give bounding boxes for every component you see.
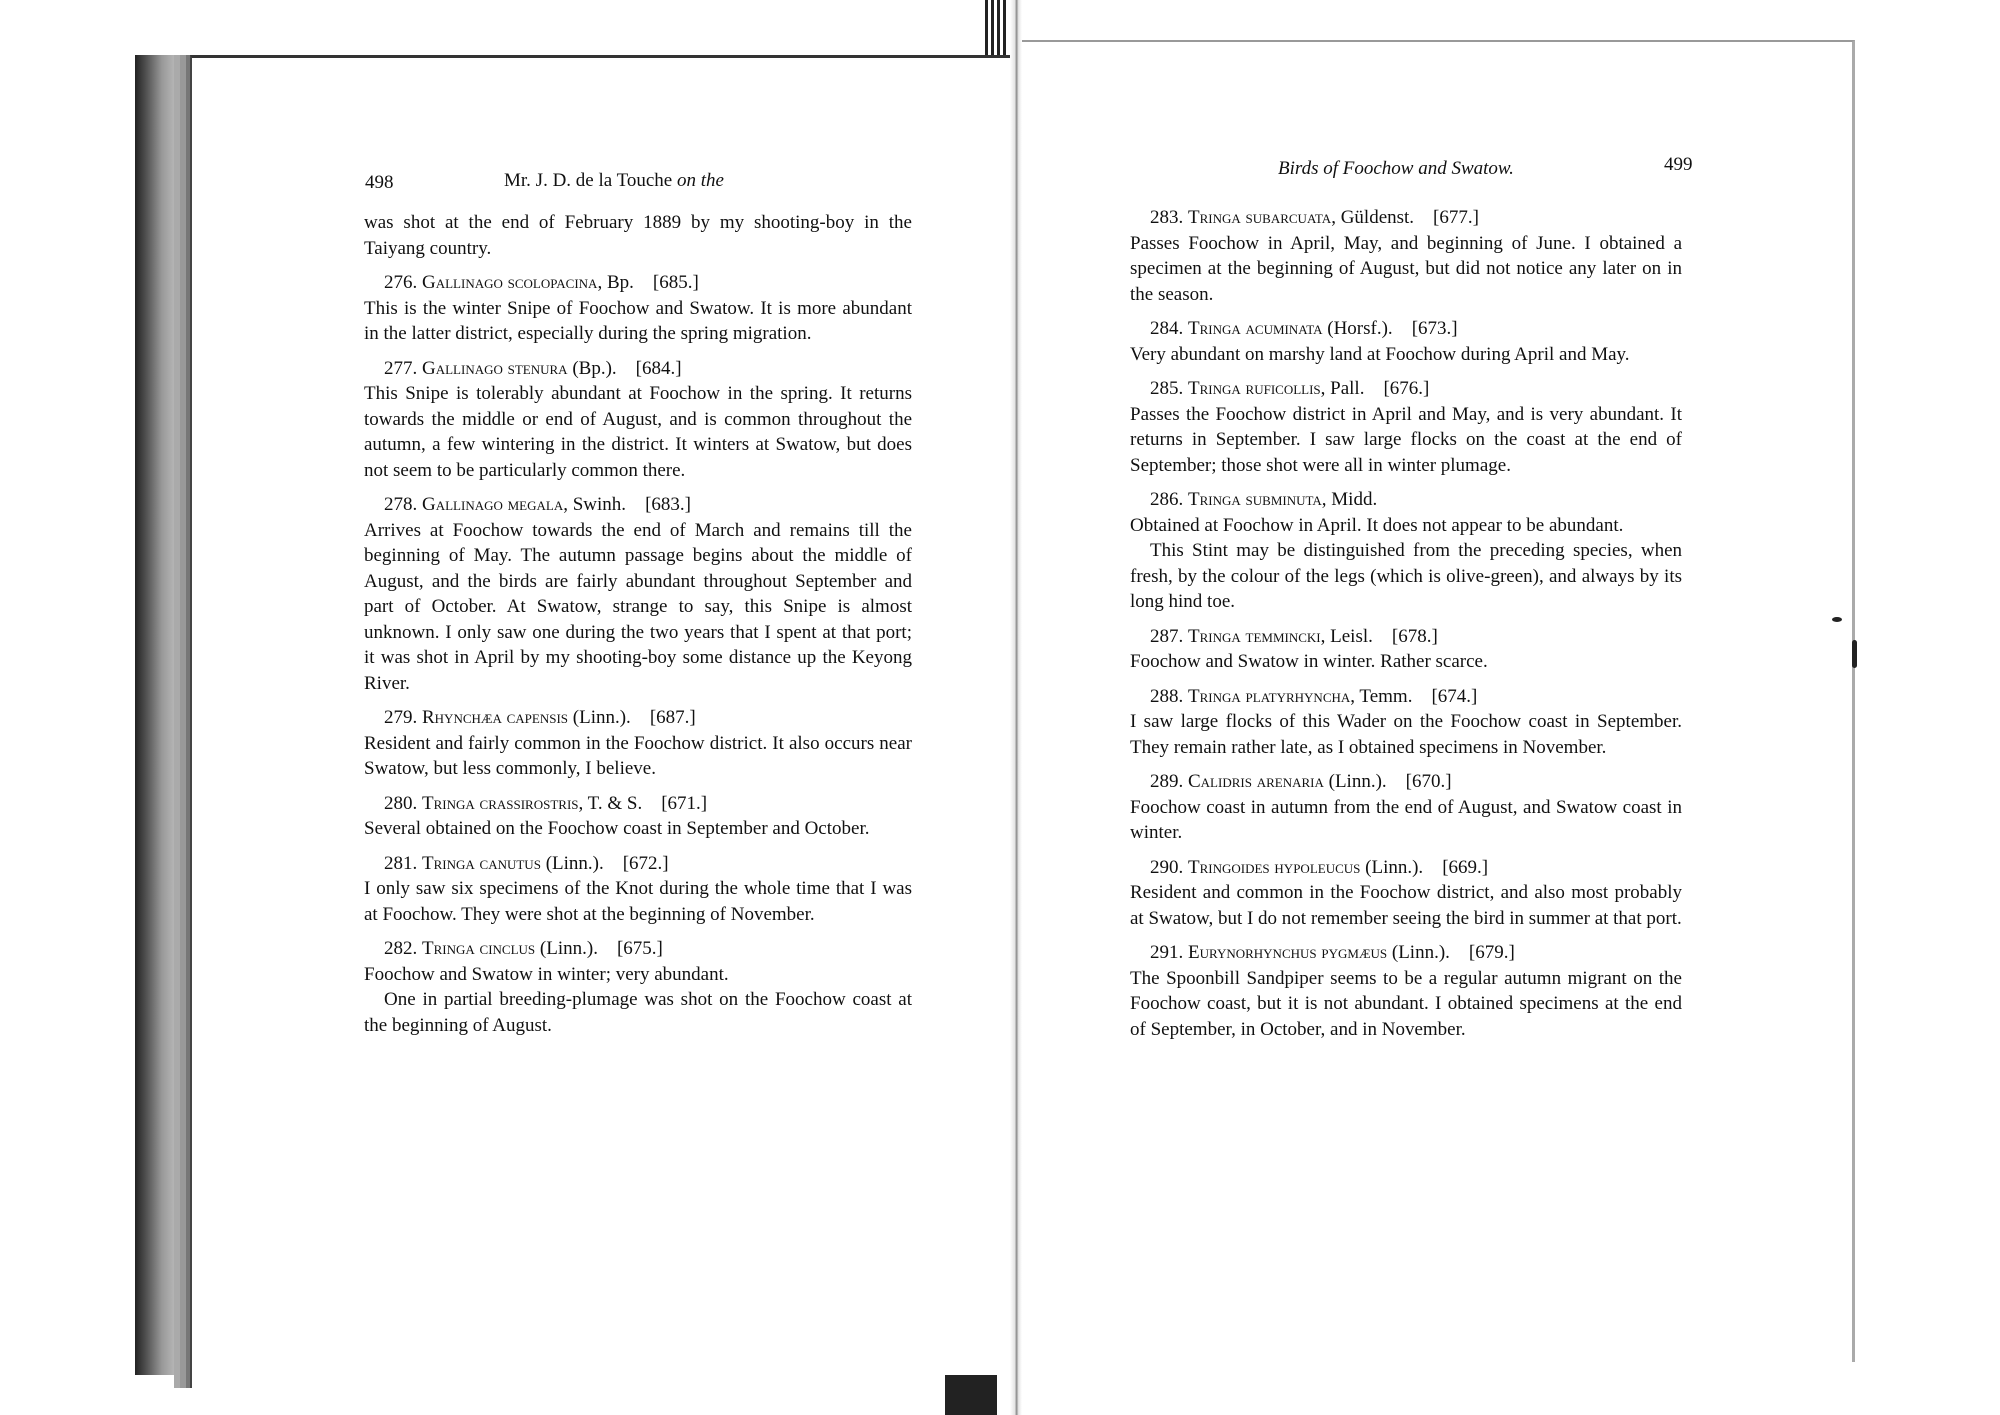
species-name: subminuta	[1245, 489, 1322, 510]
entry-number: 276.	[384, 272, 418, 293]
genus-name: Tringa	[1188, 625, 1241, 647]
entry-heading	[364, 705, 912, 731]
genus-name: Gallinago	[422, 494, 503, 515]
reference-number: [669.]	[1442, 856, 1489, 878]
entry-number: 283.	[1150, 207, 1184, 228]
entry-heading	[1130, 855, 1682, 881]
reference-number: [672.]	[622, 852, 669, 874]
authority: (Linn.).	[1387, 942, 1450, 963]
entry-heading	[364, 270, 912, 296]
entry-heading	[1130, 684, 1682, 710]
authority: (Bp.).	[567, 357, 617, 379]
authority: , Midd.	[1321, 489, 1378, 510]
genus-name: Gallinago	[422, 272, 503, 293]
species-name: arenaria	[1256, 771, 1324, 792]
entry-text: Resident and fairly common in the Foochow district. It also occurs near Swatow, but less commonly, I believe.	[364, 732, 912, 779]
species-name: acuminata	[1245, 318, 1323, 339]
entry-text: Foochow and Swatow in winter. Rather scarce.	[1130, 651, 1488, 672]
species-name: platyrhyncha	[1245, 685, 1351, 707]
right-page	[1022, 40, 1855, 1362]
genus-name: Tringa	[422, 852, 475, 874]
authority: , Leisl.	[1320, 625, 1373, 647]
entry-text: Resident and common in the Foochow district, and also most probably at Swatow, but I do not remember seeing the bird in summer at that port.	[1130, 882, 1682, 929]
entry-text: This Stint may be distinguished from the preceding species, when fresh, by the colour of the legs (which is olive-green), and always by its long hind toe.	[1130, 540, 1682, 612]
reference-number: [670.]	[1405, 771, 1452, 792]
entry-heading	[364, 356, 912, 382]
running-head-author: Mr. J. D. de la Touche	[504, 170, 673, 191]
entry-number: 291.	[1150, 942, 1184, 963]
authority: (Horsf.).	[1322, 318, 1393, 339]
running-head-on-the: on the	[677, 170, 724, 191]
book-gutter	[1010, 0, 1022, 1415]
entry-text: Very abundant on marshy land at Foochow during April and May.	[1130, 343, 1630, 365]
entry-number: 289.	[1150, 771, 1184, 792]
reference-number: [676.]	[1383, 378, 1430, 399]
genus-name: Tringa	[422, 938, 475, 959]
reference-number: [677.]	[1433, 207, 1479, 228]
entry-text: Passes the Foochow district in April and May, and is very abundant. It returns in September. I saw large flocks on the coast at the end of September; those shot were all in winter plumage.	[1130, 403, 1682, 476]
entry-number: 282.	[384, 938, 418, 959]
entry-text: One in partial breeding-plumage was shot on the Foochow coast at the beginning of August.	[364, 989, 912, 1036]
genus-name: Tringoides	[1188, 856, 1270, 878]
reference-number: [687.]	[649, 707, 696, 728]
ink-speck	[1832, 617, 1842, 622]
genus-name: Eurynorhynchus	[1188, 942, 1317, 963]
entry-text: This Snipe is tolerably abundant at Foochow in the spring. It returns towards the middle or end of August, and is common throughout the autumn, a few wintering in the district. It winters at Swatow, but does not seem to be particularly common there.	[364, 383, 912, 481]
entry-heading	[1130, 624, 1682, 650]
species-name: hypoleucus	[1274, 856, 1361, 878]
authority: (Linn.).	[535, 938, 598, 959]
reference-number: [673.]	[1411, 318, 1458, 339]
species-name: temmincki	[1245, 625, 1321, 647]
species-name: pygmæus	[1321, 942, 1388, 963]
reference-number: [674.]	[1431, 685, 1478, 707]
entry-number: 286.	[1150, 489, 1184, 510]
authority: (Linn.).	[1360, 856, 1424, 878]
reference-number: [683.]	[645, 494, 691, 515]
entry-heading	[1130, 487, 1682, 513]
species-name: canutus	[479, 852, 541, 874]
entry-number: 279.	[384, 707, 418, 728]
entry-number: 285.	[1150, 378, 1184, 399]
entry-text: Several obtained on the Foochow coast in September and October.	[364, 818, 870, 839]
entry-heading	[1130, 769, 1682, 795]
entry-heading	[1130, 316, 1682, 342]
book-edge-left	[135, 55, 195, 1375]
page-number-left: 498	[365, 172, 394, 193]
genus-name: Tringa	[1188, 207, 1241, 228]
authority: (Linn.).	[540, 852, 604, 874]
genus-name: Tringa	[1188, 318, 1241, 339]
authority: , Güldenst.	[1331, 207, 1415, 228]
authority: , Swinh.	[563, 494, 627, 515]
genus-name: Calidris	[1188, 771, 1252, 792]
authority: , T. & S.	[578, 792, 643, 814]
reference-number: [685.]	[652, 272, 699, 293]
genus-name: Tringa	[1188, 378, 1241, 399]
entry-heading	[364, 492, 912, 518]
entry-heading	[1130, 205, 1682, 231]
authority: , Temm.	[1350, 685, 1413, 707]
entry-heading	[364, 936, 912, 962]
reference-number: [675.]	[616, 938, 663, 959]
running-head-left	[504, 170, 724, 192]
entry-text: Foochow coast in autumn from the end of August, and Swatow coast in winter.	[1130, 796, 1682, 843]
entry-number: 290.	[1150, 856, 1184, 878]
ink-mark	[1852, 640, 1857, 668]
reference-number: [671.]	[661, 792, 708, 814]
entry-number: 278.	[384, 494, 418, 515]
authority: (Linn.).	[1323, 771, 1387, 792]
authority: , Bp.	[597, 272, 634, 293]
page-number-right: 499	[1664, 154, 1693, 175]
entry-heading	[364, 851, 912, 877]
species-name: megala	[507, 494, 564, 515]
running-head-title: Birds of Foochow and Swatow.	[1278, 158, 1514, 179]
entry-number: 287.	[1150, 625, 1184, 647]
species-name: capensis	[506, 707, 569, 728]
reference-number: [684.]	[635, 357, 682, 379]
genus-name: Gallinago	[422, 357, 503, 379]
entry-text: Foochow and Swatow in winter; very abundant.	[364, 963, 729, 985]
entry-text: I saw large flocks of this Wader on the Foochow coast in September. They remain rather late, as I obtained specimens in November.	[1130, 711, 1682, 758]
entry-text: Passes Foochow in April, May, and beginning of June. I obtained a specimen at the beginning of August, but did not notice any later on in the season.	[1130, 232, 1682, 305]
genus-name: Tringa	[422, 792, 475, 814]
reference-number: [678.]	[1391, 625, 1438, 647]
left-page	[190, 55, 1012, 1388]
entry-text: The Spoonbill Sandpiper seems to be a regular autumn migrant on the Foochow coast, but it is not abundant. I obtained specimens at the end of September, in October, and in November.	[1130, 967, 1682, 1040]
species-name: cinclus	[479, 938, 536, 959]
binding-top	[985, 0, 1007, 55]
entry-number: 280.	[384, 792, 418, 814]
continuation-paragraph: was shot at the end of February 1889 by my shooting-boy in the Taiyang country.	[364, 212, 912, 259]
left-text-column	[364, 210, 912, 1038]
authority: (Linn.).	[568, 707, 631, 728]
right-text-column	[1130, 196, 1682, 1042]
entry-heading	[364, 791, 912, 817]
bookmark-ribbon	[945, 1375, 997, 1415]
entry-text: Arrives at Foochow towards the end of March and remains till the beginning of May. The autumn passage begins about the middle of August, and the birds are fairly abundant throughout September and part of October. At Swatow, strange to say, this Snipe is almost unknown. I only saw one during the two years that I spent at that port; it was shot in April by my shooting-boy some distance up the Keyong River.	[364, 519, 912, 694]
authority: , Pall.	[1320, 378, 1365, 399]
genus-name: Rhynchæa	[422, 707, 502, 728]
species-name: scolopacina	[507, 272, 598, 293]
species-name: crassirostris	[479, 792, 579, 814]
entry-number: 281.	[384, 852, 418, 874]
species-name: subarcuata	[1245, 207, 1332, 228]
genus-name: Tringa	[1188, 489, 1241, 510]
entry-number: 284.	[1150, 318, 1184, 339]
entry-number: 288.	[1150, 685, 1184, 707]
species-name: ruficollis	[1245, 378, 1321, 399]
genus-name: Tringa	[1188, 685, 1241, 707]
species-name: stenura	[507, 357, 568, 379]
reference-number: [679.]	[1468, 942, 1515, 963]
entry-heading	[1130, 940, 1682, 966]
entry-heading	[1130, 376, 1682, 402]
entry-text: This is the winter Snipe of Foochow and Swatow. It is more abundant in the latter district, especially during the spring migration.	[364, 297, 912, 344]
entry-text: I only saw six specimens of the Knot during the whole time that I was at Foochow. They were shot at the beginning of November.	[364, 878, 912, 925]
entry-text: Obtained at Foochow in April. It does not appear to be abundant.	[1130, 514, 1624, 536]
running-head-right	[1278, 158, 1514, 180]
entry-number: 277.	[384, 357, 418, 379]
